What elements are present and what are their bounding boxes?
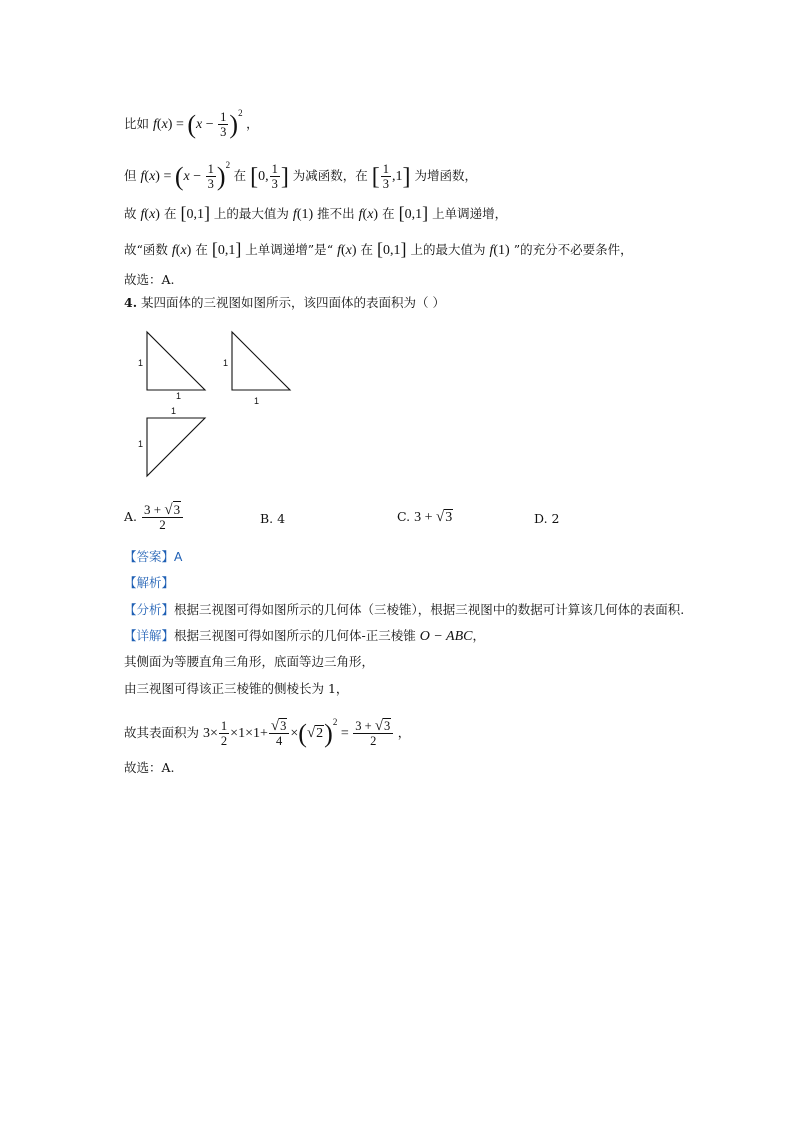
option-d: D. 2 (534, 511, 560, 526)
conclusion-text: ”的充分不必要条件， (513, 242, 633, 257)
edge-length-line: 由三视图可得该正三棱锥的侧棱长为 1， (124, 681, 349, 696)
front-view-triangle (147, 332, 205, 390)
in-word-5: 在 (360, 242, 374, 257)
question-text: 某四面体的三视图如图所示，该四面体的表面积为（ ） (141, 295, 446, 310)
top-left-label: 1 (138, 439, 144, 449)
in-word-2: 在 (163, 206, 177, 221)
choose-a-line: 故选：A. (124, 272, 175, 287)
side-left-label: 1 (223, 358, 229, 368)
surface-formula: 3× $\frac{1}{2}$ ×1×1+ $\frac{√3}{4}$ $\times(√2)^2$ = $\frac{3 + √3}{2}$ (203, 726, 398, 741)
front-left-label: 1 (138, 358, 144, 368)
front-bottom-label: 1 (176, 391, 182, 401)
in-word-4: 在 (195, 242, 208, 257)
monotonic-quote: 上单调递增”是“ (245, 242, 334, 257)
answer-tag: 【答案】 (124, 549, 175, 564)
monotonic-text: 上单调递增， (432, 206, 508, 221)
increasing-text: 为增函数， (414, 168, 478, 183)
option-b: B. 4 (260, 511, 286, 526)
but-prefix: 但 (124, 168, 137, 183)
three-view-figure (130, 325, 310, 485)
in-word-3: 在 (382, 206, 395, 221)
example-prefix: 比如 (124, 116, 150, 131)
so-line: 故 f(x) 在 [0,1] 上的最大值为 f(1) 推不出 f(x) 在 [0,1] 上单调递增， (124, 203, 508, 223)
answer-line (124, 548, 182, 566)
interval-decreasing: [0, $\frac{1}{3}$ ] (250, 162, 289, 192)
question-4 (124, 294, 445, 312)
but-line (124, 156, 477, 191)
example-line: 比如 f(x) = (x − $\frac{1}{3}$ )$^2$ ， (124, 108, 259, 140)
example-formula: f(x) = (x − $\frac{1}{3}$ )$^2$ (153, 108, 243, 140)
max-text: 上的最大值为 (213, 206, 289, 221)
top-top-label: 1 (171, 406, 177, 416)
interval-increasing: [ $\frac{1}{3}$ ,1] (371, 162, 411, 192)
so-quote-prefix: 故“函数 (124, 242, 168, 257)
fenxi-line: 【分析】根据三视图可得如图所示的几何体（三棱锥），根据三视图中的数据可计算该几何体的表面积. (124, 602, 685, 617)
side-bottom-label: 1 (254, 396, 260, 406)
top-view-triangle (147, 418, 205, 476)
side-view-triangle (232, 332, 290, 390)
option-a: A. $\frac{3 + √3}{2}$ (124, 503, 184, 532)
option-c: C. 3 + √3 (397, 509, 453, 525)
analysis-line: 【解析】 (124, 575, 175, 590)
cannot-infer: 推不出 (317, 206, 355, 221)
conclusion-line: 故“函数 f(x) 在 [0,1] 上单调递增”是“ f(x) 在 [0,1] 上的最大值为 f(1) ”的充分不必要条件， (124, 239, 633, 259)
final-choose-line: 故选：A. (124, 760, 175, 775)
in-word-1: 在 (233, 168, 247, 183)
surface-area-line: 故其表面积为 3× $\frac{1}{2}$ ×1×1+ $\frac{√3}{4}$ $\times(√2)^2$ = $\frac{3 + √3}{2}$ ， (124, 717, 411, 749)
decreasing-text: 为减函数，在 (292, 168, 368, 183)
answer-value: A (174, 550, 183, 564)
max-text-2: 上的最大值为 (410, 242, 486, 257)
xiangjie-line: 【详解】根据三视图可得如图所示的几何体-正三棱锥 O − ABC， (124, 628, 485, 644)
lateral-line: 其侧面为等腰直角三角形，底面等边三角形， (124, 654, 375, 669)
but-formula: f(x) = (x − $\frac{1}{3}$ )$^2$ (140, 160, 231, 192)
question-number: 4. (124, 295, 138, 310)
so-prefix: 故 (124, 206, 137, 221)
